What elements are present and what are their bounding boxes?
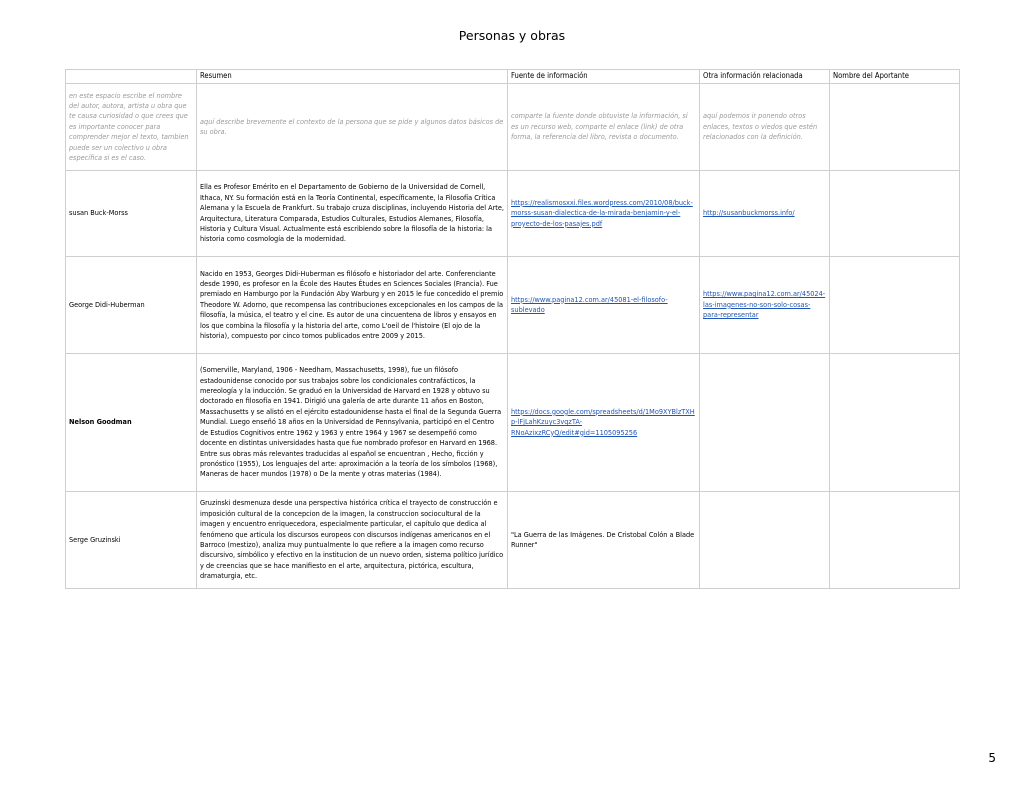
row-other-link[interactable]: http://susanbuckmorss.info/ <box>700 171 830 257</box>
row-contributor <box>830 354 960 492</box>
row-source-link[interactable]: https://realismosxxi.files.wordpress.com/2010/08/buck-morss-susan-dialectica-de-la-mirada-benjamin-y-el-proyecto-de-los-pasajes.pdf <box>508 171 700 257</box>
row-contributor <box>830 492 960 589</box>
header-cell-name <box>66 70 197 84</box>
row-summary: (Somerville, Maryland, 1906 - Needham, Massachusetts, 1998), fue un filósofo estadounidense conocido por sus trabajos sobre los condicionales contrafácticos, la mereología y la inducción. Se graduó en la Universidad de Harvard en 1928 y obtuvo su doctorado en filosofía en 1941. Dirigió una galería de arte durante 11 años en Boston, Massachusetts y se alistó en el ejército estadounidense hasta el final de la Segunda Guerra Mundial. Luego enseñó 18 años en la Universidad de Pennsylvania, participó en el Centro de Estudios Cognitivos entre 1962 y 1963 y entre 1964 y 1967 se desempeñó como docente en distintas universidades hasta que fue nombrado profesor en Harvard en 1968. Entre sus obras más relevantes traducidas al español se encuentran , Hecho, ficción y pronóstico (1955), Los lenguajes del arte: aproximación a la teoría de los símbolos (1968), Maneras de hacer mundos (1978) o De la mente y otras materias (1984). <box>197 354 508 492</box>
header-cell-source: Fuente de información <box>508 70 700 84</box>
row-other <box>700 354 830 492</box>
row-other <box>700 492 830 589</box>
header-cell-summary: Resumen <box>197 70 508 84</box>
row-other-link[interactable]: https://www.pagina12.com.ar/45024-las-imagenes-no-son-solo-cosas-para-representar <box>700 257 830 354</box>
row-summary: Ella es Profesor Emérito en el Departamento de Gobierno de la Universidad de Cornell, Ithaca, NY. Su formación está en la Teoría Continental, específicamente, la Filosofía Crítica Alemana y la Escuela de Frankfurt. Su trabajo cruza disciplinas, incluyendo Historia del Arte, Arquitectura, Literatura Comparada, Estudios Culturales, Estudios Alemanes, Filosofía, Historia y Cultura Visual. Actualmente está escribiendo sobre la filosofía de la historia: la historia como cosmología de la modernidad. <box>197 171 508 257</box>
row-contributor <box>830 257 960 354</box>
table-row <box>66 492 960 589</box>
header-cell-contributor: Nombre del Aportante <box>830 70 960 84</box>
hint-contributor <box>830 84 960 171</box>
row-source-link[interactable]: https://www.pagina12.com.ar/45081-el-filosofo-sublevado <box>508 257 700 354</box>
page-title: Personas y obras <box>458 28 566 43</box>
row-name: susan Buck-Morss <box>66 171 197 257</box>
table-row <box>66 171 960 257</box>
hint-summary: aquí describe brevemente el contexto de la persona que se pide y algunos datos básicos de su obra. <box>197 84 508 171</box>
page-number: 5 <box>988 751 996 765</box>
row-source-link[interactable]: https://docs.google.com/spreadsheets/d/1Mo9XYBlzTXHp-lFjLahKzuyc3vqzTA-RNoAzixzRCyQ/edit#gid=1105095256 <box>508 354 700 492</box>
row-summary: Nacido en 1953, Georges Didi-Huberman es filósofo e historiador del arte. Conferenciante desde 1990, es profesor en la École des Hautes Études en Sciences Sociales (Francia). Fue premiado en Hamburgo por la Fundación Aby Warburg y en 2015 le fue concedido el premio Theodore W. Adorno, que recompensa las contribuciones excepcionales en los campos de la filosofía, la música, el teatro y el cine. Es autor de una cincuentena de libros y ensayos en los que combina la filosofía y la historia del arte, como L'oeil de l'histoire (El ojo de la historia), compuesto por cinco tomos publicados entre 2009 y 2015. <box>197 257 508 354</box>
table-row <box>66 354 960 492</box>
header-cell-other: Otra información relacionada <box>700 70 830 84</box>
row-name: George Didi-Huberman <box>66 257 197 354</box>
row-source: "La Guerra de las Imágenes. De Cristobal Colón a Blade Runner" <box>508 492 700 589</box>
table-row <box>66 257 960 354</box>
hint-source: comparte la fuente donde obtuviste la información, si es un recurso web, comparte el enlace (link) de otra forma, la referencia del libro, revista o documento. <box>508 84 700 171</box>
row-name: Nelson Goodman <box>66 354 197 492</box>
header-row <box>66 70 960 84</box>
hint-other: aquí podemos ir ponendo otros enlaces, textos o viedos que estén relacionados con la definición. <box>700 84 830 171</box>
row-summary: Gruzinski desmenuza desde una perspectiva histórica crítica el trayecto de construcción e imposición cultural de la concepcion de la imagen, la construccion sociocultural de la imagen y encuentro enriquecedora, especialmente particular, el capítulo que dedica al fenómeno que articula los discursos europeos con discursos indígenas americanos en el Barroco (mestizo), analiza muy puntualmente lo que refiere a la imagen como recurso discursivo, simbólico y efectivo en la institucion de un nuevo orden, sistema político jurídico y de creencias que se hace manifiesto en el arte, arquitectura, pictórica, escultura, dramaturgia, etc. <box>197 492 508 589</box>
hint-row <box>66 84 960 171</box>
hint-name: en este espacio escribe el nombre del autor, autora, artista u obra que te causa curiosidad o que crees que es importante conocer para comprender mejor el texto, tambien puede ser un colectivo u obra específica si es el caso. <box>66 84 197 171</box>
personas-obras-table <box>65 69 960 589</box>
row-name: Serge Gruzinski <box>66 492 197 589</box>
row-contributor <box>830 171 960 257</box>
